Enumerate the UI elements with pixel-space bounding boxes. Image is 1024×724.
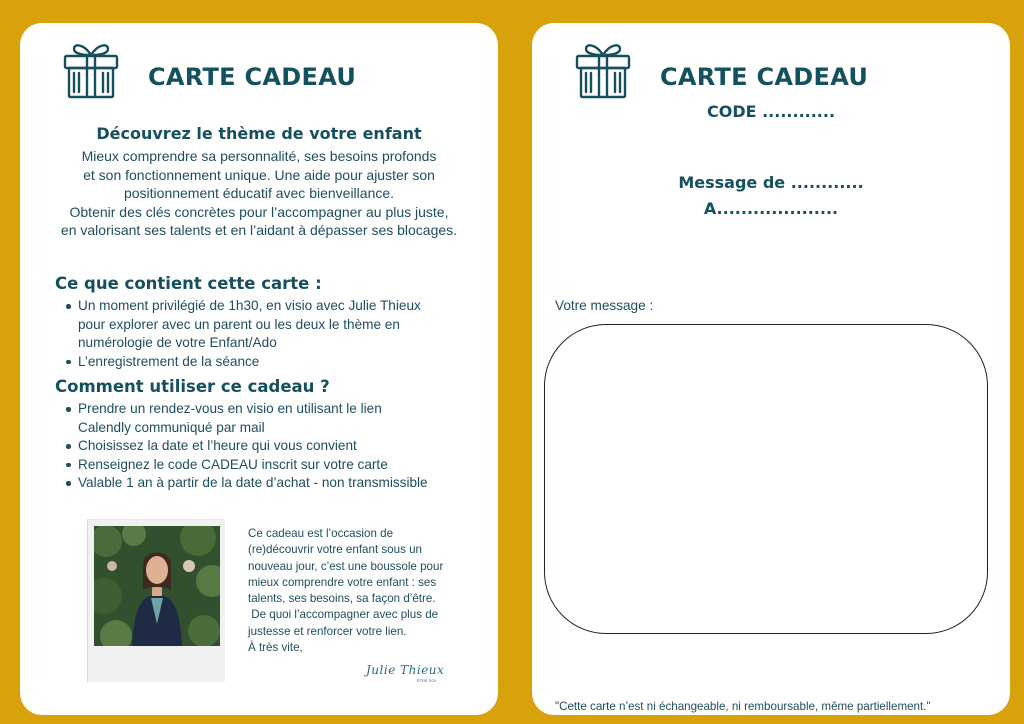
message-box [544,324,988,634]
usage-heading: Comment utiliser ce cadeau ? [55,377,330,396]
disclaimer: "Cette carte n’est ni échangeable, ni remboursable, même partiellement." [555,700,931,713]
list-item: L’enregistrement de la séance [60,353,421,372]
intro-line: positionnement éducatif avec bienveillance. [123,185,395,201]
usage-list [60,400,428,493]
signature-tagline: ÊTRE SOI [417,678,436,683]
gift-card-front [20,23,498,715]
list-item: Renseignez le code CADEAU inscrit sur votre carte [60,456,428,475]
list-item: Choisissez la date et l’heure qui vous convient [60,437,428,456]
intro-line: en valorisant ses talents et en l’aidant à dépasser ses blocages. [60,222,458,238]
personal-note: Ce cadeau est l’occasion de (re)découvrir votre enfant sous un nouveau jour, c’est une boussole pour mieux comprendre votre enfant : ses talents, ses besoins, sa façon d’être. De quoi l’accompagner avec plus de justesse et renforcer votre lien. À très vite, [248,527,444,655]
photo-frame [87,519,225,682]
gift-box-icon [60,38,122,100]
card-title: CARTE CADEAU [148,63,357,91]
section-subtitle: Découvrez le thème de votre enfant [96,124,422,143]
message-label: Votre message : [555,298,654,313]
list-item: Valable 1 an à partir de la date d’achat - non transmissible [60,474,428,493]
gift-code: CODE ............ [706,102,836,121]
list-item: Prendre un rendez-vous en visio en utilisant le lien Calendly communiqué par mail [60,400,428,437]
message-from: Message de ............ [678,173,864,192]
contents-list [60,297,421,371]
message-to: A.................... [703,199,839,218]
intro-paragraph [20,147,498,240]
gift-card-back [532,23,1010,715]
card-title: CARTE CADEAU [660,63,869,91]
list-item: Un moment privilégié de 1h30, en visio avec Julie Thieux pour explorer avec un parent ou les deux le thème en numérologie de votre Enfant/Ado [60,297,421,353]
portrait-photo [94,526,220,646]
intro-line: et son fonctionnement unique. Une aide pour ajuster son [83,166,435,183]
gift-box-icon [572,38,634,100]
signature: Julie Thieux [366,663,445,677]
contents-heading: Ce que contient cette carte : [55,274,322,293]
intro-line: Mieux comprendre sa personnalité, ses besoins profonds [81,148,437,164]
intro-line: Obtenir des clés concrètes pour l’accompagner au plus juste, [69,203,449,220]
